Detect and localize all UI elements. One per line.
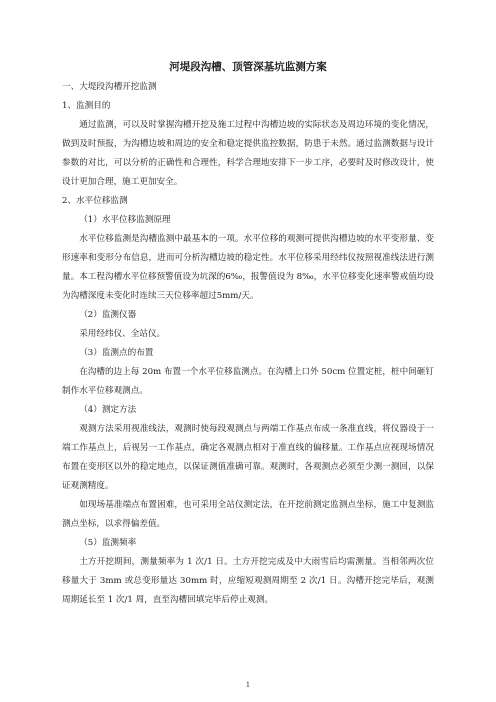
item-heading-frequency: （5）监测频率 [79, 538, 137, 548]
paragraph-instruments: 采用经纬仪、全站仪。 [79, 329, 166, 339]
page-number: 1 [245, 681, 251, 689]
subsection-heading-monitoring-purpose: 1、监测目的 [62, 101, 111, 111]
item-heading-instruments: （2）监测仪器 [79, 310, 137, 320]
document-body [62, 60, 434, 610]
paragraph-principle: 水平位移监测是沟槽监测中最基本的一项。水平位移的观测可提供沟槽边坡的水平变形量、变形速率和变形分布信息，进而可分析沟槽边坡的稳定性。水平位移采用经纬仪按照视准线法进行测量。本工程沟槽水平位移预警值设为坑深的6‰，报警值设为 8‰，水平位移变化速率警戒值均设为沟槽深度未变化时连续三天位移率超过5mm/天。 [62, 234, 434, 301]
paragraph-method: 观测方法采用视准线法，观测时使每段观测点与两端工作基点布成一条准直线，将仪器设于一端工作基点上，后视另一工作基点，确定各观测点相对于准直线的偏移量。工作基点应视现场情况布置在变形区以外的稳定地点，以保证测值准确可靠。观测时，各观测点必须至少测一测回，以保证观测精度。 [62, 424, 434, 491]
subsection-heading-horizontal-displacement: 2、水平位移监测 [62, 196, 128, 206]
paragraph-frequency: 土方开挖期间，测量频率为 1 次/1 日。土方开挖完成及中大雨雪后均需测量。当相邻两次位移量大于 3mm 或总变形量达 30mm 时，应缩短观测周期至 2 次/1 日。沟槽开挖完毕后，观测周期延长至 1 次/1 周，直至沟槽回填完毕后停止观测。 [62, 557, 434, 605]
paragraph-point-layout: 在沟槽的边上每 20m 布置一个水平位移监测点。在沟槽上口外 50cm 位置定桩，桩中间砸钉制作水平位移观测点。 [62, 367, 434, 396]
item-heading-method: （4）测定方法 [79, 405, 137, 415]
item-heading-point-layout: （3）监测点的布置 [79, 348, 154, 358]
document-title: 河堤段沟槽、顶管深基坑监测方案 [169, 61, 327, 73]
paragraph-method-alternative: 如现场基准端点布置困难，也可采用全站仪测定法，在开挖前测定监测点坐标，施工中复测监测点坐标，以求得偏差值。 [62, 500, 434, 529]
item-heading-principle: （1）水平位移监测原理 [79, 215, 171, 225]
section-heading-1: 一、大堤段沟槽开挖监测 [62, 82, 157, 92]
paragraph-monitoring-purpose: 通过监测，可以及时掌握沟槽开挖及施工过程中沟槽边坡的实际状态及周边环境的变化情况，做到及时预报，为沟槽边坡和周边的安全和稳定提供监控数据，防患于未然。通过监测数据与设计参数的对比，可以分析的正确性和合理性，科学合理地安排下一步工序，必要时及时修改设计，使设计更加合理，施工更加安全。 [62, 120, 434, 187]
